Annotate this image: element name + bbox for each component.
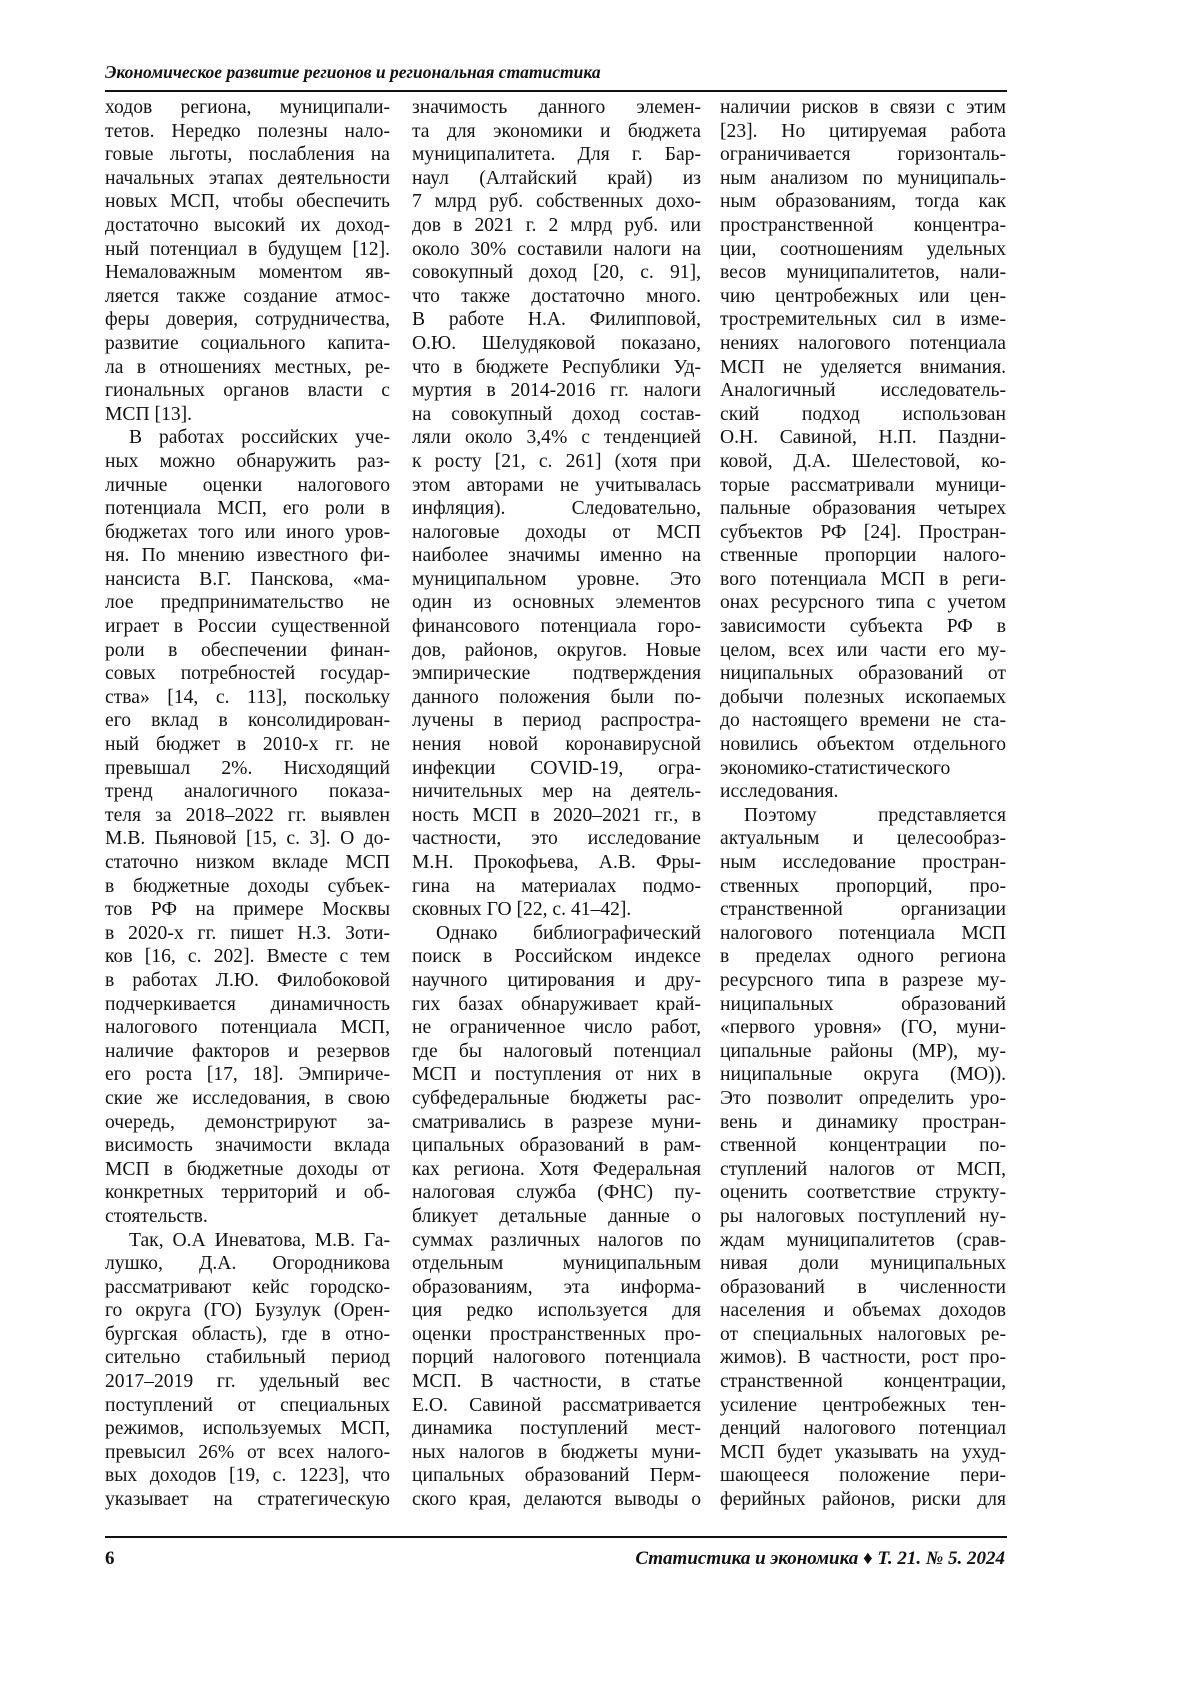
text-line: ность МСП в 2020–2021 гг., в <box>412 804 701 828</box>
text-line: стоятельств. <box>105 1205 390 1229</box>
text-line: на совокупный доход состав- <box>412 403 701 427</box>
text-line: инфекции COVID-19, огра- <box>412 757 701 781</box>
page-number: 6 <box>105 1548 115 1570</box>
text-line: налогового потенциала МСП, <box>105 1016 390 1040</box>
text-line: [23]. Но цитируемая работа <box>720 120 1006 144</box>
text-line: динамика поступлений мест- <box>412 1417 701 1441</box>
text-line: зависимости субъекта РФ в <box>720 615 1006 639</box>
text-column-2 <box>412 96 701 1512</box>
text-line: от специальных налоговых ре- <box>720 1323 1006 1347</box>
text-line: совых потребностей государ- <box>105 662 390 686</box>
text-line: го округа (ГО) Бузулук (Орен- <box>105 1299 390 1323</box>
text-line: добычи полезных ископаемых <box>720 686 1006 710</box>
text-line: в работах Л.Ю. Филобоковой <box>105 969 390 993</box>
text-line: весов муниципалитетов, нали- <box>720 261 1006 285</box>
text-line: лое предпринимательство не <box>105 591 390 615</box>
text-line: суммах различных налогов по <box>412 1229 701 1253</box>
text-line: В работах российских уче- <box>105 426 390 450</box>
text-line: ный бюджет в 2010-х гг. не <box>105 733 390 757</box>
text-line: дов, районов, округов. Новые <box>412 639 701 663</box>
text-line: ферийных районов, риски для <box>720 1488 1006 1512</box>
text-line: эмпирические подтверждения <box>412 662 701 686</box>
text-line: исследования. <box>720 780 1006 804</box>
text-line: налогового потенциала МСП <box>720 922 1006 946</box>
text-line: превышал 2%. Нисходящий <box>105 757 390 781</box>
text-line: наличии рисков в связи с этим <box>720 96 1006 120</box>
text-line: ных можно обнаружить раз- <box>105 450 390 474</box>
paragraph <box>412 922 701 1512</box>
text-line: экономико-статистического <box>720 757 1006 781</box>
text-line: ры налоговых поступлений ну- <box>720 1205 1006 1229</box>
text-line: что в бюджете Республики Уд- <box>412 356 701 380</box>
text-column-1 <box>105 96 390 1512</box>
text-line: ские же исследования, в свою <box>105 1087 390 1111</box>
text-line: Немаловажным моментом яв- <box>105 261 390 285</box>
text-line: нивая доли муниципальных <box>720 1252 1006 1276</box>
text-line: ресурсного типа в разрезе му- <box>720 969 1006 993</box>
text-line: вых доходов [19, с. 1223], что <box>105 1464 390 1488</box>
text-line: МСП будет указывать на ухуд- <box>720 1441 1006 1465</box>
text-line: образованиям, эта информа- <box>412 1276 701 1300</box>
running-title: Экономическое развитие регионов и региональная статистика <box>105 62 1005 83</box>
text-line: нения новой коронавирусной <box>412 733 701 757</box>
text-line: дов в 2021 г. 2 млрд руб. или <box>412 214 701 238</box>
text-line: тренд аналогичного показа- <box>105 780 390 804</box>
text-line: ственной концентрации по- <box>720 1134 1006 1158</box>
text-line: ский подход использован <box>720 403 1006 427</box>
text-line: лушко, Д.А. Огородникова <box>105 1252 390 1276</box>
text-line: гина на материалах подмо- <box>412 875 701 899</box>
text-line: ках региона. Хотя Федеральная <box>412 1158 701 1182</box>
text-line: значимость данного элемен- <box>412 96 701 120</box>
text-line: ственных пропорций, про- <box>720 875 1006 899</box>
text-line: МСП не уделяется внимания. <box>720 356 1006 380</box>
text-line: субъектов РФ [24]. Простран- <box>720 521 1006 545</box>
text-line: ляли около 3,4% с тенденцией <box>412 426 701 450</box>
text-line: ступлений налогов от МСП, <box>720 1158 1006 1182</box>
text-line: новились объектом отдельного <box>720 733 1006 757</box>
text-line: В работе Н.А. Филипповой, <box>412 308 701 332</box>
text-line: наул (Алтайский край) из <box>412 167 701 191</box>
text-line: ных налогов в бюджеты муни- <box>412 1441 701 1465</box>
text-line: ция редко используется для <box>412 1299 701 1323</box>
text-line: субфедеральные бюджеты рас- <box>412 1087 701 1111</box>
text-line: данного положения были по- <box>412 686 701 710</box>
text-line: ляется также создание атмос- <box>105 285 390 309</box>
paragraph <box>412 96 701 922</box>
journal-citation: Статистика и экономика ♦ Т. 21. № 5. 2024 <box>635 1548 1005 1570</box>
footer-rule <box>105 1536 1007 1538</box>
text-line: гиональных органов власти с <box>105 379 390 403</box>
text-line: ничительных мер на деятель- <box>412 780 701 804</box>
text-line: говые льготы, послабления на <box>105 143 390 167</box>
text-line: торые рассматривали муници- <box>720 474 1006 498</box>
text-column-3 <box>720 96 1006 1512</box>
text-line: налоговые доходы от МСП <box>412 521 701 545</box>
text-line: актуальным и целесообраз- <box>720 827 1006 851</box>
text-line: ла в отношениях местных, ре- <box>105 356 390 380</box>
text-line: ниципальных образований от <box>720 662 1006 686</box>
text-line: один из основных элементов <box>412 591 701 615</box>
text-line: ным образованиям, тогда как <box>720 190 1006 214</box>
text-line: нениях налогового потенциала <box>720 332 1006 356</box>
text-line: поступлений от специальных <box>105 1394 390 1418</box>
text-line: бликует детальные данные о <box>412 1205 701 1229</box>
text-line: режимов, используемых МСП, <box>105 1417 390 1441</box>
text-line: поиск в Российском индексе <box>412 945 701 969</box>
text-line: в бюджетные доходы субъек- <box>105 875 390 899</box>
text-line: О.Ю. Шелудяковой показано, <box>412 332 701 356</box>
text-line: к росту [21, с. 261] (хотя при <box>412 450 701 474</box>
text-line: М.В. Пьяновой [15, с. 3]. О до- <box>105 827 390 851</box>
text-line: ства» [14, с. 113], поскольку <box>105 686 390 710</box>
text-line: отдельным муниципальным <box>412 1252 701 1276</box>
text-line: где бы налоговый потенциал <box>412 1040 701 1064</box>
text-line: теля за 2018–2022 гг. выявлен <box>105 804 390 828</box>
text-line: налоговая служба (ФНС) пу- <box>412 1181 701 1205</box>
text-line: ным анализом по муниципаль- <box>720 167 1006 191</box>
text-line: ня. По мнению известного фи- <box>105 544 390 568</box>
text-line: указывает на стратегическую <box>105 1488 390 1512</box>
text-line: ждам муниципалитетов (срав- <box>720 1229 1006 1253</box>
text-line: что также достаточно много. <box>412 285 701 309</box>
text-line: МСП. В частности, в статье <box>412 1370 701 1394</box>
text-line: шающееся положение пери- <box>720 1464 1006 1488</box>
text-line: бюджетах того или иного уров- <box>105 521 390 545</box>
text-line: вень и динамику простран- <box>720 1111 1006 1135</box>
text-line: до настоящего времени не ста- <box>720 709 1006 733</box>
text-line: ным исследование простран- <box>720 851 1006 875</box>
text-line: ципальные районы (МР), му- <box>720 1040 1006 1064</box>
paragraph <box>105 426 390 1228</box>
text-line: населения и объемах доходов <box>720 1299 1006 1323</box>
text-line: странственной организации <box>720 898 1006 922</box>
text-line: 2017–2019 гг. удельный вес <box>105 1370 390 1394</box>
text-line: висимость значимости вклада <box>105 1134 390 1158</box>
text-line: оценки пространственных про- <box>412 1323 701 1347</box>
text-line: муртия в 2014-2016 гг. налоги <box>412 379 701 403</box>
text-line: О.Н. Савиной, Н.П. Паздни- <box>720 426 1006 450</box>
text-line: тростремительных сил в изме- <box>720 308 1006 332</box>
text-line: развитие социального капита- <box>105 332 390 356</box>
text-line: муниципальном уровне. Это <box>412 568 701 592</box>
text-line: Так, О.А Иневатова, М.В. Га- <box>105 1229 390 1253</box>
text-line: феры доверия, сотрудничества, <box>105 308 390 332</box>
text-line: сковных ГО [22, с. 41–42]. <box>412 898 701 922</box>
text-line: наиболее значимы именно на <box>412 544 701 568</box>
text-line: роли в обеспечении финан- <box>105 639 390 663</box>
text-line: ского края, делаются выводы о <box>412 1488 701 1512</box>
text-line: статочно низком вкладе МСП <box>105 851 390 875</box>
text-line: ниципальных образований <box>720 993 1006 1017</box>
paragraph <box>720 96 1006 804</box>
text-line: нансиста В.Г. Панскова, «ма- <box>105 568 390 592</box>
text-line: М.Н. Прокофьева, А.В. Фры- <box>412 851 701 875</box>
text-line: вого потенциала МСП в реги- <box>720 568 1006 592</box>
text-line: ственные пропорции налого- <box>720 544 1006 568</box>
paragraph <box>720 804 1006 1512</box>
text-line: в 2020-х гг. пишет Н.З. Зоти- <box>105 922 390 946</box>
text-line: пальные образования четырех <box>720 497 1006 521</box>
text-line: в пределах одного региона <box>720 945 1006 969</box>
text-line: ципальных образований Перм- <box>412 1464 701 1488</box>
text-line: оценить соответствие структу- <box>720 1181 1006 1205</box>
text-line: «первого уровня» (ГО, муни- <box>720 1016 1006 1040</box>
text-line: Поэтому представляется <box>720 804 1006 828</box>
text-line: гих базах обнаруживает край- <box>412 993 701 1017</box>
text-line: целом, всех или части его му- <box>720 639 1006 663</box>
text-line: образований в численности <box>720 1276 1006 1300</box>
text-line: совокупный доход [20, с. 91], <box>412 261 701 285</box>
text-line: потенциала МСП, его роли в <box>105 497 390 521</box>
text-line: этом авторами не учитывалась <box>412 474 701 498</box>
text-line: чию центробежных или цен- <box>720 285 1006 309</box>
paragraph <box>105 1229 390 1512</box>
text-line: новых МСП, чтобы обеспечить <box>105 190 390 214</box>
text-line: муниципалитета. Для г. Бар- <box>412 143 701 167</box>
text-line: финансового потенциала горо- <box>412 615 701 639</box>
text-line: начальных этапах деятельности <box>105 167 390 191</box>
text-line: инфляция). Следовательно, <box>412 497 701 521</box>
text-line: ков [16, с. 202]. Вместе с тем <box>105 945 390 969</box>
text-line: личные оценки налогового <box>105 474 390 498</box>
text-line: подчеркивается динамичность <box>105 993 390 1017</box>
text-line: МСП и поступления от них в <box>412 1063 701 1087</box>
text-line: Аналогичный исследователь- <box>720 379 1006 403</box>
text-line: Е.О. Савиной рассматривается <box>412 1394 701 1418</box>
text-line: ципальных образований в рам- <box>412 1134 701 1158</box>
text-line: жимов). В частности, рост про- <box>720 1346 1006 1370</box>
text-line: онах ресурсного типа с учетом <box>720 591 1006 615</box>
text-line: МСП [13]. <box>105 403 390 427</box>
paragraph <box>105 96 390 426</box>
text-line: конкретных территорий и об- <box>105 1181 390 1205</box>
text-line: рассматривают кейс городско- <box>105 1276 390 1300</box>
text-line: ции, соотношениям удельных <box>720 238 1006 262</box>
text-line: около 30% составили налоги на <box>412 238 701 262</box>
text-line: бургская область), где в отно- <box>105 1323 390 1347</box>
text-line: ный потенциал в будущем [12]. <box>105 238 390 262</box>
text-line: сительно стабильный период <box>105 1346 390 1370</box>
text-line: Это позволит определить уро- <box>720 1087 1006 1111</box>
text-line: достаточно высокий их доход- <box>105 214 390 238</box>
text-line: лучены в период распростра- <box>412 709 701 733</box>
text-line: ходов региона, муниципали- <box>105 96 390 120</box>
text-line: та для экономики и бюджета <box>412 120 701 144</box>
text-line: ограничивается горизонталь- <box>720 143 1006 167</box>
text-line: 7 млрд руб. собственных дохо- <box>412 190 701 214</box>
text-line: денций налогового потенциал <box>720 1417 1006 1441</box>
text-line: частности, это исследование <box>412 827 701 851</box>
text-line: пространственной концентра- <box>720 214 1006 238</box>
text-line: странственной концентрации, <box>720 1370 1006 1394</box>
text-line: порций налогового потенциала <box>412 1346 701 1370</box>
text-line: тов РФ на примере Москвы <box>105 898 390 922</box>
text-line: ковой, Д.А. Шелестовой, ко- <box>720 450 1006 474</box>
text-line: сматривались в разрезе муни- <box>412 1111 701 1135</box>
text-line: тетов. Нередко полезны нало- <box>105 120 390 144</box>
text-line: Однако библиографический <box>412 922 701 946</box>
text-line: МСП в бюджетные доходы от <box>105 1158 390 1182</box>
text-line: его вклад в консолидирован- <box>105 709 390 733</box>
text-line: превысил 26% от всех налого- <box>105 1441 390 1465</box>
text-line: наличие факторов и резервов <box>105 1040 390 1064</box>
text-line: не ограниченное число работ, <box>412 1016 701 1040</box>
text-line: научного цитирования и дру- <box>412 969 701 993</box>
text-line: ниципальные округа (МО)). <box>720 1063 1006 1087</box>
header-rule <box>105 90 1007 92</box>
text-line: играет в России существенной <box>105 615 390 639</box>
text-line: его роста [17, 18]. Эмпириче- <box>105 1063 390 1087</box>
text-line: очередь, демонстрируют за- <box>105 1111 390 1135</box>
text-line: усиление центробежных тен- <box>720 1394 1006 1418</box>
